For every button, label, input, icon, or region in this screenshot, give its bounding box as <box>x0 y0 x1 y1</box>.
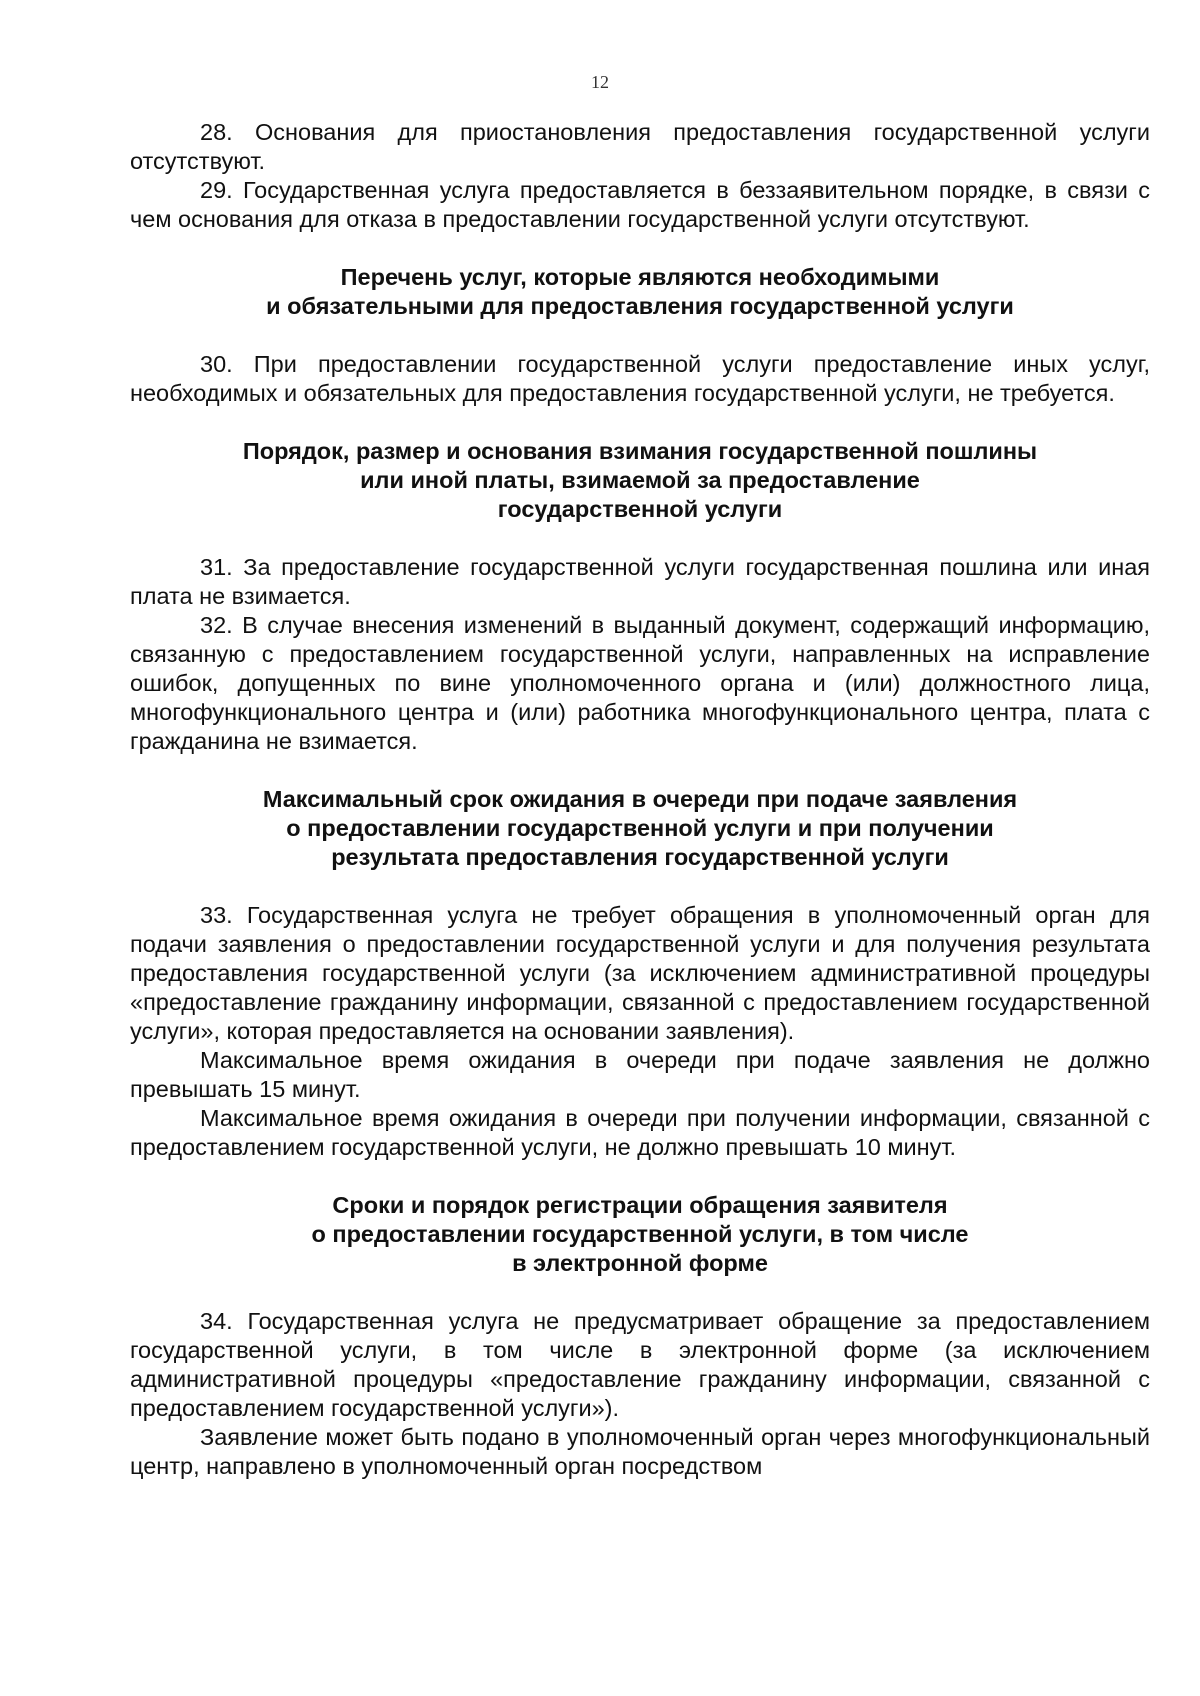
paragraph-29: 29. Государственная услуга предоставляется в беззаявительном порядке, в связи с чем основания для отказа в предоставлении государственной услуги отсутствуют. <box>130 177 1150 232</box>
heading-line: Порядок, размер и основания взимания государственной пошлины <box>242 438 1038 464</box>
paragraph-queue-application: Максимальное время ожидания в очереди при подаче заявления не должно превышать 15 минут. <box>130 1047 1150 1102</box>
section-heading-required-services <box>130 263 1150 321</box>
heading-line: Максимальный срок ожидания в очереди при подаче заявления <box>262 786 1018 812</box>
paragraph-28: 28. Основания для приостановления предоставления государственной услуги отсутствуют. <box>130 119 1150 174</box>
paragraph-33: 33. Государственная услуга не требует обращения в уполномоченный орган для подачи заявления о предоставлении государственной услуги и для получения результата предоставления государственной услуги (за исключением административной процедуры «предоставление гражданину информации, связанной с предоставлением государственной услуги», которая предоставляется на основании заявления). <box>130 902 1150 1044</box>
paragraph-30: 30. При предоставлении государственной услуги предоставление иных услуг, необходимых и обязательных для предоставления государственной услуги, не требуется. <box>130 351 1150 406</box>
section-heading-queue-time <box>130 785 1150 872</box>
paragraph-32: 32. В случае внесения изменений в выданный документ, содержащий информацию, связанную с предоставлением государственной услуги, направленных на исправление ошибок, допущенных по вине уполномоченного органа и (или) должностного лица, многофункционального центра и (или) работника многофункционального центра, плата с гражданина не взимается. <box>130 612 1150 754</box>
heading-line: Сроки и порядок регистрации обращения заявителя <box>332 1192 948 1218</box>
page-number: 12 <box>591 72 609 92</box>
heading-line: о предоставлении государственной услуги и при получении <box>286 815 994 841</box>
heading-line: государственной услуги <box>497 496 783 522</box>
paragraph-queue-information: Максимальное время ожидания в очереди при получении информации, связанной с предоставлением государственной услуги, не должно превышать 10 минут. <box>130 1105 1150 1160</box>
heading-line: в электронной форме <box>512 1250 768 1276</box>
heading-line: и обязательными для предоставления государственной услуги <box>266 293 1014 319</box>
paragraph-31: 31. За предоставление государственной услуги государственная пошлина или иная плата не взимается. <box>130 554 1150 609</box>
section-heading-state-fee <box>130 437 1150 524</box>
paragraph-34: 34. Государственная услуга не предусматривает обращение за предоставлением государственной услуги, в том числе в электронной форме (за исключением административной процедуры «предоставление гражданину информации, связанной с предоставлением государственной услуги»). <box>130 1308 1150 1421</box>
section-heading-registration <box>130 1191 1150 1278</box>
heading-line: Перечень услуг, которые являются необходимыми <box>340 264 940 290</box>
heading-line: о предоставлении государственной услуги, в том числе <box>311 1221 969 1247</box>
document-body <box>130 118 1150 1481</box>
heading-line: результата предоставления государственной услуги <box>331 844 949 870</box>
heading-line: или иной платы, взимаемой за предоставление <box>360 467 920 493</box>
paragraph-application-submission: Заявление может быть подано в уполномоченный орган через многофункциональный центр, направлено в уполномоченный орган посредством <box>130 1424 1150 1479</box>
